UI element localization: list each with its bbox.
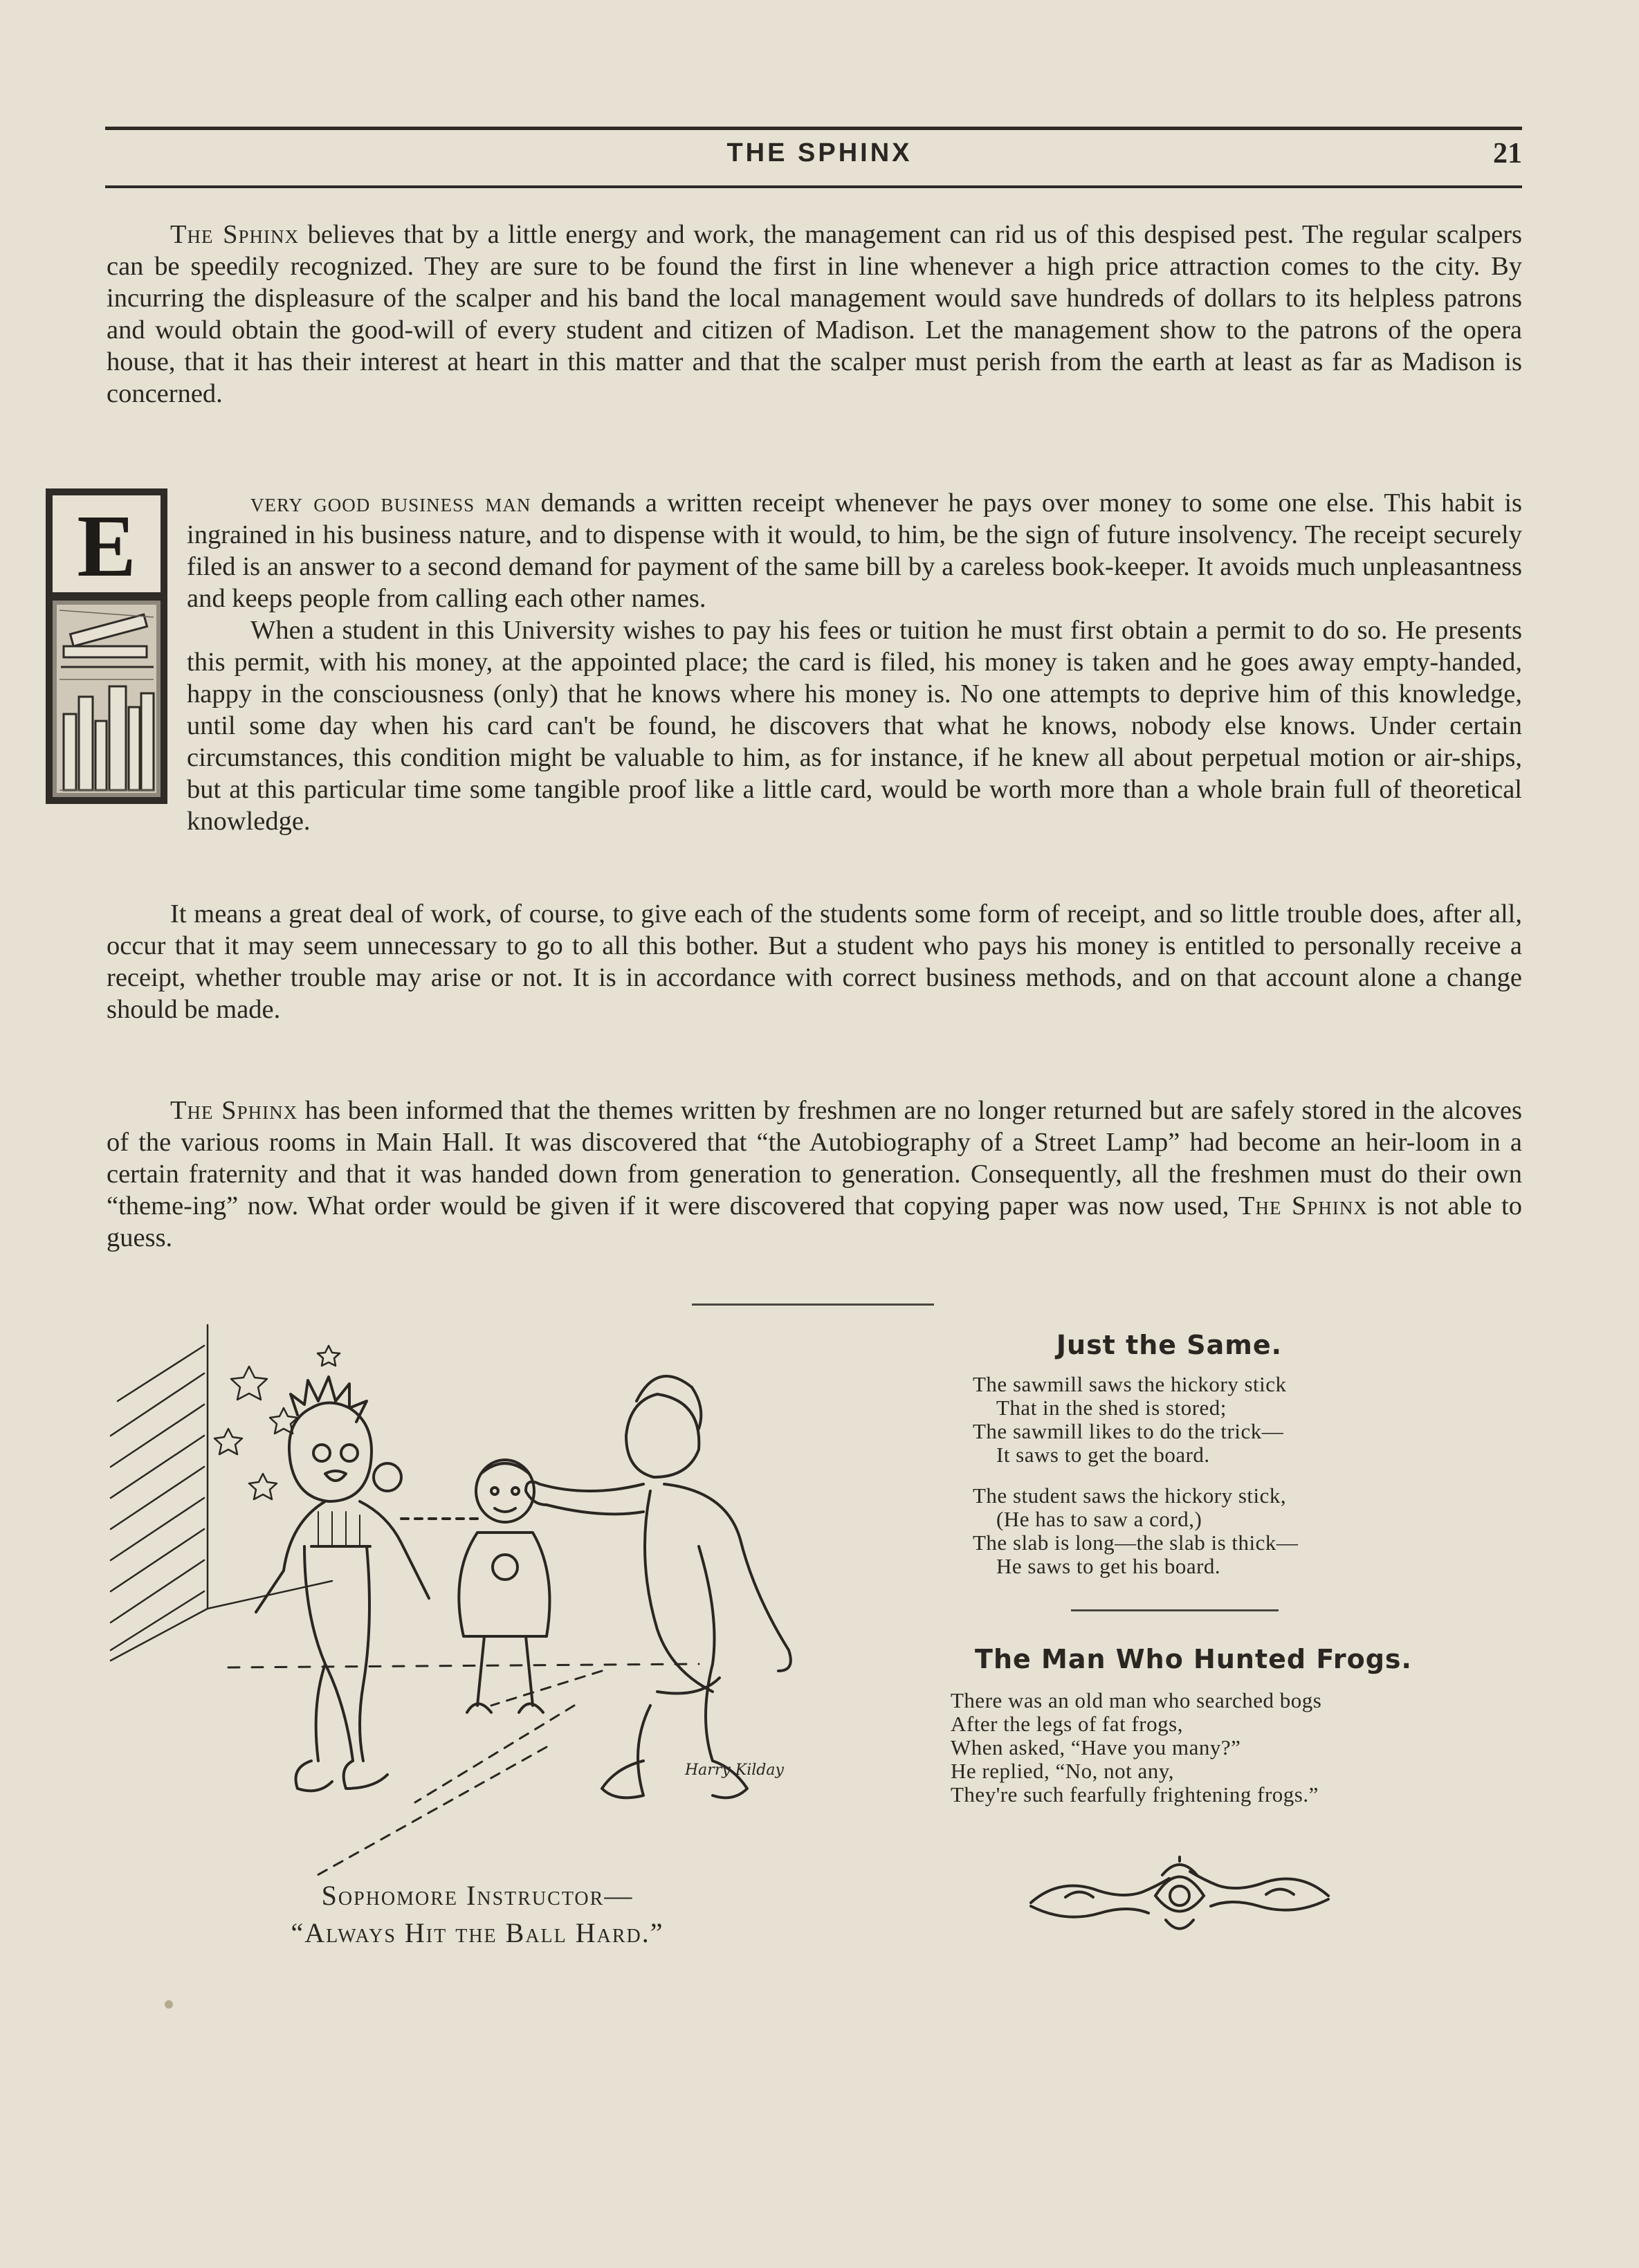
paragraph-text: has been informed that the themes written by freshmen are no longer returned but are safely stored in the alcoves of the various rooms in Main Hall. It was discovered that “the Autobiography of a Street Lamp” had become an heir-loom in a certain fraternity and that it was handed down from generation to generation. Consequently, all the freshmen must do their own “theme-ing” now. What order would be given if it were discovered that copying paper was now used, xyxy=(107,1096,1522,1220)
header-rule-bottom xyxy=(105,185,1522,188)
cartoon-caption-line1: Sophomore Instructor— xyxy=(321,1880,634,1911)
paper-speck xyxy=(165,2000,173,2009)
paragraph-themes xyxy=(107,1095,1522,1254)
paragraph-text: believes that by a little energy and work, the management can rid us of this despised pest. The regular scalpers can be speedily recognized. They are sure to be found the first in line whenever a high price attraction comes to the city. By incurring the displeasure of the scalper and his band the local management would save hundreds of dollars to its helpless patrons and would obtain the good-will of every student and citizen of Madison. Let the management show to the patrons of the opera house, that it has their interest at heart in this matter and that the scalper must perish from the earth at least as far as Madison is concerned. xyxy=(107,220,1522,408)
paragraph-scalpers xyxy=(107,219,1522,410)
page-number: 21 xyxy=(1493,138,1522,170)
poem-line: That in the shed is stored; xyxy=(996,1396,1227,1420)
poem-line: There was an old man who searched bogs xyxy=(951,1688,1322,1712)
ground-line xyxy=(228,1664,699,1667)
sphinx-name: The Sphinx xyxy=(1238,1191,1368,1220)
paragraph-text-tail: is not able to guess. xyxy=(107,1191,1522,1252)
poem-title-just-the-same: Just the Same. xyxy=(1056,1330,1283,1360)
scroll-ornament-icon xyxy=(1024,1854,1335,1944)
poem-line: He saws to get his board. xyxy=(996,1554,1221,1578)
dropcap-lead-text: very good business man xyxy=(250,488,531,518)
wall-hatching xyxy=(111,1325,332,1661)
section-divider xyxy=(692,1304,934,1306)
poem-line: When asked, “Have you many?” xyxy=(951,1735,1241,1759)
cartoon-illustration xyxy=(104,1318,851,1906)
header-rule-top xyxy=(105,127,1522,130)
paragraph-text: It means a great deal of work, of course, to give each of the students some form of receipt, and so little trouble does, after all, occur that it may seem unnecessary to go to all this bother. But a student who pays his money is entitled to personally receive a receipt, whether trouble may arise or not. It is in accordance with correct business methods, and on that account alone a change should be made. xyxy=(107,899,1522,1024)
stars xyxy=(214,1346,340,1499)
poem-line: They're such fearfully frightening frogs.” xyxy=(951,1782,1319,1807)
page-title: THE SPHINX xyxy=(726,138,913,167)
poem-line: The student saws the hickory stick, xyxy=(973,1483,1287,1508)
poem-line: (He has to saw a cord,) xyxy=(996,1507,1202,1531)
poem-line: It saws to get the board. xyxy=(996,1443,1210,1467)
sphinx-name: The Sphinx xyxy=(170,220,299,249)
artist-signature: Harry Kilday xyxy=(685,1762,784,1779)
athlete-figure xyxy=(526,1376,791,1798)
poem-title-man-who-hunted-frogs: The Man Who Hunted Frogs. xyxy=(975,1644,1412,1674)
dazed-figure xyxy=(256,1377,429,1791)
poem-line: The sawmill likes to do the trick— xyxy=(973,1419,1284,1443)
dropcap-illustration xyxy=(43,486,172,808)
dropcap-letter: E xyxy=(77,497,136,595)
paragraph-text-2: When a student in this University wishes to pay his fees or tuition he must first obtain a permit to do so. He presents this permit, with his money, at the appointed place; the card is filed, his money is taken and he goes away empty-handed, happy in the consciousness (only) that he knows where his money is. No one attempts to deprive him of this knowledge, until some day when his card can't be found, he discovers that what he knows, nobody else knows. Under certain circumstances, this condition might be valuable to him, as for instance, if he knew all about perpetual motion or air-ships, but at this particular time some tangible proof like a little card, would be worth more than a whole brain full of theoretical knowledge. xyxy=(187,616,1522,836)
cartoon-caption-line2: “Always Hit the Ball Hard.” xyxy=(291,1917,664,1948)
sphinx-name: The Sphinx xyxy=(170,1096,298,1125)
poem-line: He replied, “No, not any, xyxy=(951,1759,1174,1783)
poem-line: The slab is long—the slab is thick— xyxy=(973,1530,1299,1555)
paragraph-receipt-work xyxy=(107,898,1522,1025)
paragraph-receipts xyxy=(77,487,1522,837)
poem-line: After the legs of fat frogs, xyxy=(951,1712,1183,1736)
poem-line: The sawmill saws the hickory stick xyxy=(973,1372,1287,1396)
paragraph-text: demands a written receipt whenever he pays over money to some one else. This habit is ingrained in his business nature, and to dispense with it would, to him, be the sign of future insolvency. The receipt securely filed is an answer to a second demand for payment of the same bill by a careless book-keeper. It avoids much unpleasantness and keeps people from calling each other names. xyxy=(187,488,1522,613)
poem-divider xyxy=(1071,1609,1279,1611)
ball-trajectory xyxy=(311,1671,602,1878)
